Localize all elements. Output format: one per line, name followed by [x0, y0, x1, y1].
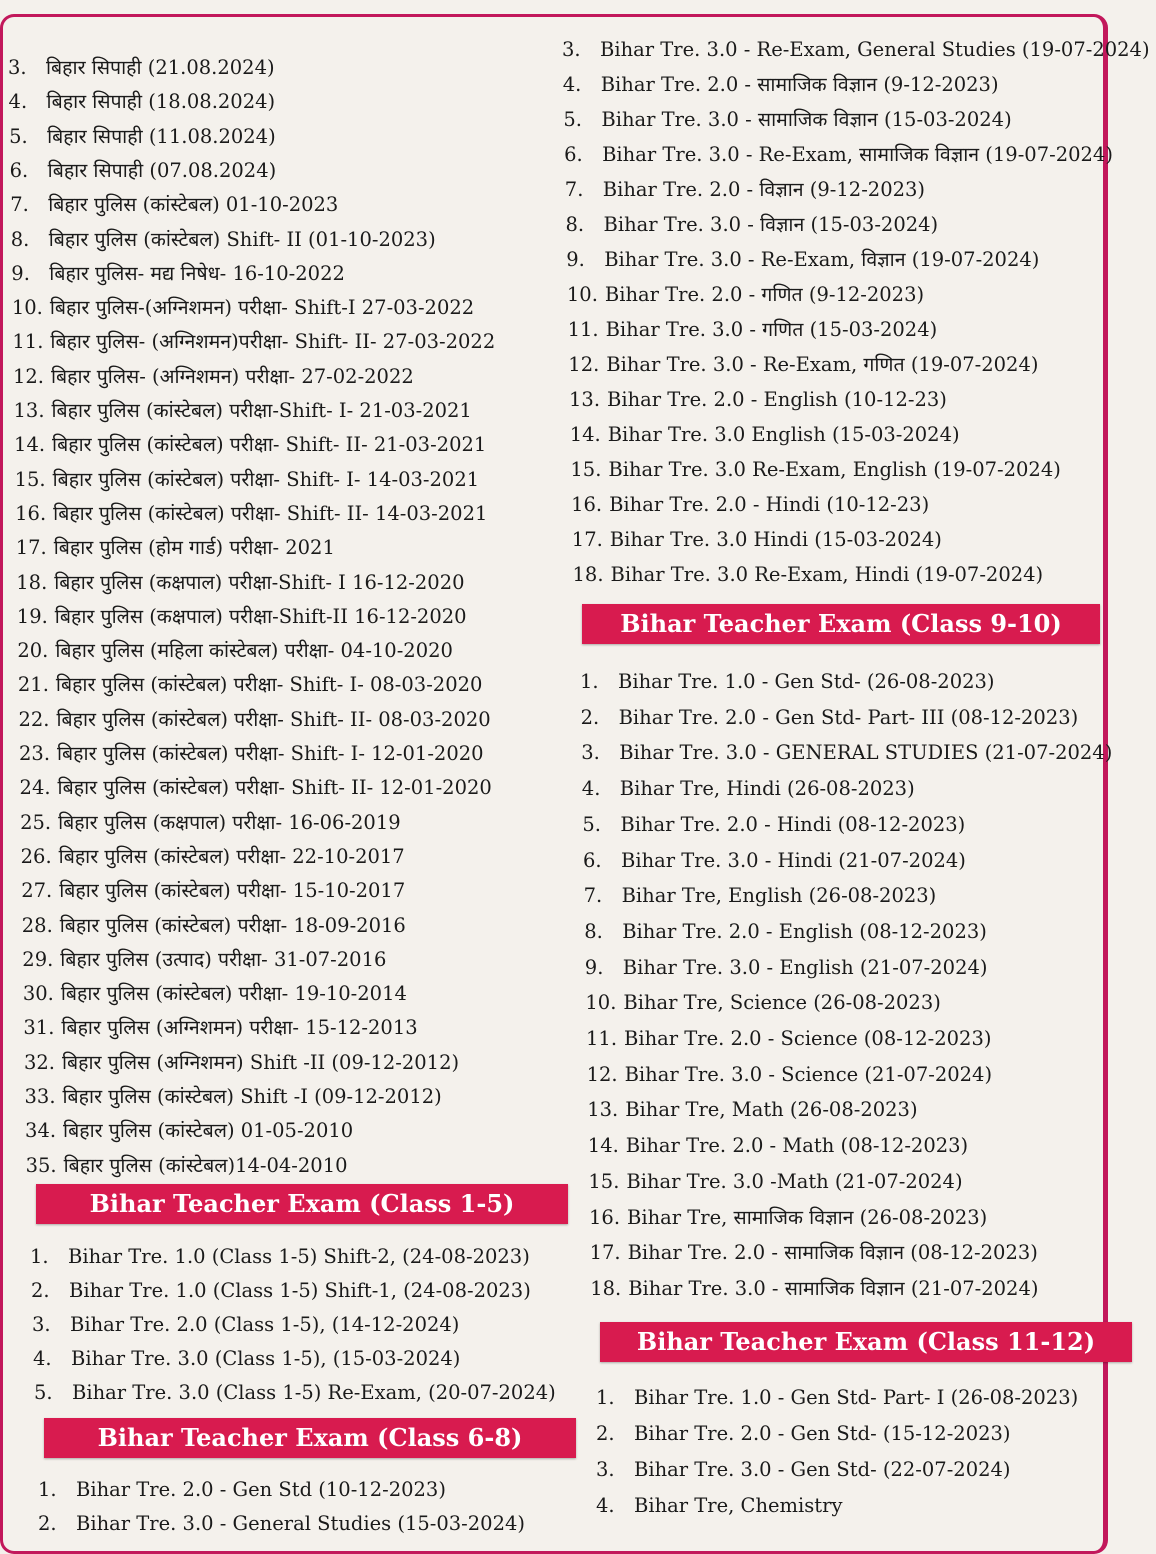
- item-text: Bihar Tre. 3.0 - सामाजिक विज्ञान (21-07-2024): [628, 1276, 1039, 1300]
- list-item: [588, 1170, 962, 1194]
- item-text: बिहार पुलिस (कक्षपाल) परीक्षा-Shift-II 16-12-2020: [54, 604, 467, 628]
- item-text: Bihar Tre, Chemistry: [634, 1494, 843, 1517]
- item-text: Bihar Tre. 3.0 Re-Exam, Hindi (19-07-2024): [610, 563, 1044, 586]
- list-item: [14, 399, 472, 423]
- item-text: बिहार पुलिस (होम गार्ड) परीक्षा- 2021: [53, 536, 335, 560]
- item-text: Bihar Tre. 2.0 - Gen Std (10-12-2023): [76, 1478, 446, 1501]
- item-number: 12.: [586, 1062, 618, 1086]
- list-item: [21, 879, 405, 903]
- list-item: [8, 56, 275, 80]
- item-number: 3.: [8, 56, 27, 79]
- item-number: 17.: [15, 536, 47, 560]
- item-number: 28.: [21, 913, 53, 937]
- list-item: [23, 982, 407, 1006]
- item-number: 4.: [562, 73, 582, 96]
- list-item: [10, 193, 338, 217]
- item-text: Bihar Tre. 2.0 - सामाजिक विज्ञान (9-12-2023): [600, 73, 999, 96]
- item-text: Bihar Tre. 2.0 - Science (08-12-2023): [624, 1027, 992, 1050]
- item-number: 33.: [24, 1085, 56, 1108]
- item-text: बिहार पुलिस (कांस्टेबल) परीक्षा- Shift- I- 12-01-2020: [57, 742, 484, 765]
- list-item: [17, 639, 453, 663]
- item-number: 3.: [32, 1313, 51, 1336]
- item-number: 2.: [580, 705, 600, 729]
- item-text: बिहार पुलिस- (अग्निशमन)परीक्षा- Shift- II- 27-03-2022: [50, 330, 496, 354]
- item-text: बिहार पुलिस (अग्निशमन) Shift -II (09-12-2012): [61, 1050, 460, 1074]
- item-number: 17.: [571, 528, 603, 551]
- item-text: Bihar Tre. 1.0 - Gen Std- Part- I (26-08-2023): [634, 1386, 1079, 1409]
- item-text: Bihar Tre. 2.0 - English (08-12-2023): [622, 919, 987, 943]
- item-text: बिहार पुलिस (कांस्टेबल) 01-10-2023: [48, 193, 339, 217]
- item-text: Bihar Tre. 3.0 English (15-03-2024): [607, 423, 960, 446]
- item-number: 21.: [17, 673, 49, 697]
- list-item: [590, 1277, 1038, 1301]
- item-text: Bihar Tre. 3.0 Re-Exam, English (19-07-2024): [608, 458, 1061, 481]
- list-item: [582, 777, 915, 801]
- list-item: [9, 125, 276, 149]
- item-number: 1.: [596, 1386, 615, 1409]
- item-text: Bihar Tre. 2.0 - गणित (9-12-2023): [604, 283, 925, 306]
- list-item: [26, 1154, 348, 1178]
- item-number: 2.: [31, 1279, 50, 1302]
- list-item: [588, 1134, 968, 1158]
- item-number: 19.: [16, 604, 48, 628]
- item-text: बिहार पुलिस (कांस्टेबल) परीक्षा- 22-10-2017: [58, 844, 405, 868]
- list-item: [596, 1422, 1011, 1446]
- item-number: 35.: [25, 1153, 57, 1177]
- item-number: 8.: [565, 213, 585, 236]
- item-number: 5.: [582, 812, 601, 836]
- item-number: 4.: [33, 1347, 52, 1370]
- item-text: Bihar Tre. 3.0 - Re-Exam, विज्ञान (19-07-2024): [604, 248, 1040, 271]
- item-number: 12.: [568, 353, 600, 376]
- item-number: 15.: [570, 458, 602, 481]
- list-item: [565, 178, 925, 202]
- item-number: 25.: [20, 810, 52, 834]
- list-item: [32, 1313, 459, 1337]
- item-number: 1.: [30, 1245, 49, 1268]
- item-text: Bihar Tre. 3.0 - General Studies (15-03-2024): [76, 1512, 525, 1535]
- item-text: Bihar Tre. 2.0 - सामाजिक विज्ञान (08-12-2023): [627, 1241, 1038, 1265]
- item-text: बिहार सिपाही (18.08.2024): [46, 90, 276, 114]
- item-number: 2.: [596, 1422, 615, 1445]
- list-item: [22, 948, 386, 972]
- list-item: [584, 884, 937, 908]
- section-header-class-6-8: Bihar Teacher Exam (Class 6-8): [44, 1418, 576, 1458]
- item-text: Bihar Tre. 3.0 - Re-Exam, सामाजिक विज्ञान (19-07-2024): [602, 143, 1113, 166]
- item-text: Bihar Tre, Hindi (26-08-2023): [619, 777, 915, 801]
- item-text: Bihar Tre. 3.0 Hindi (15-03-2024): [609, 528, 942, 551]
- list-item: [564, 143, 1113, 167]
- item-number: 27.: [21, 879, 53, 903]
- item-text: Bihar Tre, English (26-08-2023): [621, 884, 937, 908]
- list-item: [9, 90, 276, 114]
- item-text: Bihar Tre, Science (26-08-2023): [623, 991, 941, 1015]
- list-item: [20, 776, 492, 800]
- list-item: [570, 458, 1060, 482]
- list-item: [21, 845, 405, 869]
- list-item: [587, 1063, 992, 1087]
- list-item: [34, 1381, 556, 1405]
- item-text: बिहार पुलिस (कांस्टेबल)14-04-2010: [63, 1153, 348, 1177]
- item-text: बिहार सिपाही (11.08.2024): [47, 124, 276, 148]
- item-number: 11.: [567, 318, 599, 341]
- section-header-class-9-10: Bihar Teacher Exam (Class 9-10): [582, 604, 1100, 644]
- list-item: [11, 262, 345, 286]
- list-item: [585, 956, 988, 980]
- list-item: [566, 248, 1039, 272]
- list-item: [24, 1051, 459, 1075]
- list-item: [38, 1512, 525, 1536]
- item-text: Bihar Tre. 2.0 - Gen Std- (15-12-2023): [634, 1422, 1011, 1445]
- item-number: 16.: [589, 1205, 621, 1229]
- item-text: Bihar Tre. 3.0 - English (21-07-2024): [622, 955, 988, 979]
- list-item: [18, 673, 483, 697]
- item-number: 7.: [583, 884, 603, 908]
- item-text: बिहार सिपाही (21.08.2024): [46, 56, 275, 79]
- list-item: [15, 502, 487, 526]
- list-item: [25, 1119, 353, 1143]
- item-number: 23.: [19, 742, 51, 765]
- item-number: 18.: [590, 1276, 622, 1300]
- item-text: बिहार पुलिस (महिला कांस्टेबल) परीक्षा- 04-10-2020: [55, 639, 453, 663]
- item-text: Bihar Tre. 2.0 - Gen Std- Part- III (08-12-2023): [618, 705, 1079, 729]
- list-item: [573, 563, 1044, 587]
- list-item: [14, 433, 486, 457]
- list-item: [586, 1027, 991, 1051]
- item-text: Bihar Tre. 3.0 - Re-Exam, General Studies (19-07-2024): [600, 38, 1150, 61]
- item-text: बिहार पुलिस (कांस्टेबल) परीक्षा- Shift- II- 12-01-2020: [57, 776, 492, 800]
- item-number: 8.: [10, 227, 30, 251]
- list-item: [583, 849, 966, 873]
- section-header-class-1-5: Bihar Teacher Exam (Class 1-5): [36, 1184, 568, 1224]
- item-text: बिहार पुलिस (कांस्टेबल) परीक्षा-Shift- I- 21-03-2021: [51, 399, 472, 422]
- item-number: 15.: [588, 1169, 620, 1193]
- list-item: [13, 365, 414, 389]
- list-item: [12, 330, 495, 354]
- item-number: 31.: [23, 1016, 55, 1040]
- item-text: बिहार पुलिस (कांस्टेबल) परीक्षा- Shift- I- 14-03-2021: [52, 467, 480, 491]
- list-item: [584, 920, 987, 944]
- item-number: 8.: [584, 919, 603, 943]
- item-number: 2.: [38, 1512, 57, 1535]
- list-item: [15, 468, 480, 492]
- item-text: बिहार पुलिस-(अग्निशमन) परीक्षा- Shift-I 27-03-2022: [49, 296, 475, 320]
- list-item: [16, 571, 464, 595]
- list-item: [596, 1386, 1078, 1410]
- list-item: [38, 1478, 446, 1502]
- item-text: बिहार पुलिस (कांस्टेबल) परीक्षा- 15-10-2017: [59, 879, 406, 903]
- item-number: 16.: [15, 501, 47, 525]
- list-item: [568, 353, 1038, 377]
- list-item: [581, 706, 1079, 730]
- list-item: [563, 73, 999, 97]
- list-item: [20, 811, 401, 835]
- list-item: [10, 159, 277, 183]
- item-text: Bihar Tre. 3.0 - GENERAL STUDIES (21-07-2024): [619, 741, 1113, 765]
- list-item: [22, 914, 406, 938]
- item-text: Bihar Tre. 3.0 - Hindi (21-07-2024): [621, 848, 966, 872]
- item-number: 13.: [587, 1098, 619, 1122]
- item-number: 15.: [14, 467, 46, 491]
- item-text: बिहार पुलिस (कांस्टेबल) परीक्षा- Shift- II- 21-03-2021: [52, 433, 487, 457]
- item-text: Bihar Tre. 3.0 (Class 1-5) Re-Exam, (20-07-2024): [72, 1381, 556, 1404]
- list-item: [18, 708, 490, 732]
- item-number: 12.: [12, 364, 44, 388]
- list-item: [587, 1098, 917, 1122]
- list-item: [580, 670, 995, 694]
- item-number: 9.: [584, 955, 604, 979]
- item-text: बिहार पुलिस (कांस्टेबल) परीक्षा- 19-10-2014: [60, 982, 407, 1006]
- item-text: बिहार पुलिस (उत्पाद) परीक्षा- 31-07-2016: [60, 947, 387, 971]
- list-item: [31, 1279, 531, 1303]
- list-item: [589, 1206, 987, 1230]
- item-number: 6.: [564, 143, 583, 166]
- item-number: 24.: [19, 776, 51, 800]
- item-number: 14.: [587, 1134, 619, 1158]
- item-text: Bihar Tre. 2.0 - विज्ञान (9-12-2023): [602, 178, 926, 201]
- list-item: [570, 423, 960, 447]
- item-number: 4.: [596, 1494, 615, 1517]
- list-item: [567, 283, 924, 307]
- item-number: 10.: [11, 296, 43, 320]
- item-number: 6.: [9, 158, 29, 182]
- item-number: 13.: [569, 388, 601, 411]
- item-number: 1.: [38, 1478, 57, 1501]
- item-text: बिहार पुलिस (कांस्टेबल) परीक्षा- 18-09-2016: [59, 913, 406, 937]
- item-text: Bihar Tre. 2.0 - Hindi (10-12-23): [609, 493, 930, 516]
- list-item: [569, 388, 947, 412]
- list-item: [562, 38, 1150, 62]
- list-item: [572, 528, 942, 552]
- item-number: 5.: [34, 1381, 53, 1404]
- item-text: Bihar Tre. 3.0 - Gen Std- (22-07-2024): [634, 1458, 1011, 1481]
- item-number: 9.: [11, 261, 30, 285]
- item-text: Bihar Tre. 2.0 - Hindi (08-12-2023): [620, 812, 966, 836]
- item-text: Bihar Tre. 1.0 (Class 1-5) Shift-2, (24-08-2023): [68, 1245, 530, 1268]
- item-text: Bihar Tre. 3.0 - गणित (15-03-2024): [605, 318, 938, 341]
- item-number: 34.: [25, 1119, 57, 1143]
- list-item: [16, 536, 335, 560]
- item-text: Bihar Tre. 3.0 - सामाजिक विज्ञान (15-03-2024): [601, 108, 1012, 131]
- list-item: [581, 741, 1112, 765]
- list-item: [19, 742, 484, 766]
- list-item: [11, 228, 436, 252]
- item-text: Bihar Tre, सामाजिक विज्ञान (26-08-2023): [627, 1205, 988, 1229]
- item-number: 7.: [10, 193, 29, 217]
- item-number: 1.: [580, 670, 599, 693]
- list-item: [596, 1494, 842, 1518]
- item-number: 14.: [569, 423, 601, 446]
- item-text: बिहार पुलिस (कक्षपाल) परीक्षा-Shift- I 16-12-2020: [54, 570, 465, 594]
- item-number: 9.: [566, 248, 585, 271]
- item-number: 10.: [585, 991, 617, 1015]
- list-item: [25, 1085, 442, 1109]
- item-text: बिहार पुलिस (अग्निशमन) परीक्षा- 15-12-2013: [61, 1016, 418, 1040]
- item-number: 5.: [9, 124, 28, 148]
- item-text: बिहार पुलिस (कांस्टेबल) परीक्षा- Shift- II- 08-03-2020: [56, 707, 491, 731]
- list-item: [596, 1458, 1011, 1482]
- item-number: 16.: [571, 493, 603, 516]
- item-text: Bihar Tre. 2.0 - English (10-12-23): [607, 388, 947, 411]
- item-text: बिहार पुलिस- मद्य निषेध- 16-10-2022: [49, 261, 345, 285]
- item-number: 7.: [564, 178, 584, 201]
- item-number: 4.: [8, 90, 28, 114]
- list-item: [571, 493, 929, 517]
- list-item: [33, 1347, 460, 1371]
- item-number: 6.: [583, 848, 602, 872]
- list-item: [23, 1016, 417, 1040]
- item-number: 20.: [17, 639, 49, 663]
- list-item: [563, 108, 1011, 132]
- item-text: Bihar Tre. 3.0 -Math (21-07-2024): [626, 1169, 963, 1193]
- item-text: बिहार पुलिस (कांस्टेबल) Shift- II (01-10-2023): [48, 227, 436, 251]
- list-item: [17, 605, 467, 629]
- item-text: Bihar Tre. 3.0 (Class 1-5), (15-03-2024): [71, 1347, 461, 1370]
- item-number: 13.: [13, 399, 45, 422]
- item-text: Bihar Tre. 1.0 (Class 1-5) Shift-1, (24-08-2023): [69, 1279, 531, 1302]
- item-text: Bihar Tre. 3.0 - विज्ञान (15-03-2024): [603, 213, 939, 236]
- item-text: बिहार सिपाही (07.08.2024): [47, 158, 277, 182]
- item-text: बिहार पुलिस (कक्षपाल) परीक्षा- 16-06-2019: [58, 810, 401, 834]
- item-number: 26.: [20, 844, 52, 868]
- item-text: Bihar Tre. 1.0 - Gen Std- (26-08-2023): [618, 670, 995, 693]
- item-number: 3.: [581, 741, 600, 765]
- item-text: बिहार पुलिस (कांस्टेबल) परीक्षा- Shift- I- 08-03-2020: [55, 673, 483, 697]
- item-text: Bihar Tre. 3.0 - Science (21-07-2024): [624, 1062, 993, 1086]
- item-number: 4.: [581, 777, 601, 801]
- item-number: 10.: [566, 283, 598, 306]
- list-item: [585, 991, 940, 1015]
- item-text: Bihar Tre. 2.0 (Class 1-5), (14-12-2024): [70, 1313, 460, 1336]
- item-number: 17.: [589, 1241, 621, 1265]
- item-number: 18.: [16, 570, 48, 594]
- item-number: 3.: [596, 1458, 615, 1481]
- item-number: 18.: [572, 563, 604, 586]
- item-number: 30.: [22, 982, 54, 1006]
- item-number: 3.: [562, 38, 581, 61]
- item-text: बिहार पुलिस (कांस्टेबल) परीक्षा- Shift- II- 14-03-2021: [53, 501, 488, 525]
- item-number: 22.: [18, 707, 50, 731]
- item-number: 29.: [22, 947, 54, 971]
- list-item: [30, 1245, 530, 1269]
- list-item: [590, 1241, 1038, 1265]
- item-text: बिहार पुलिस- (अग्निशमन) परीक्षा- 27-02-2022: [50, 364, 414, 388]
- item-number: 11.: [12, 330, 44, 354]
- item-text: Bihar Tre. 3.0 - Re-Exam, गणित (19-07-2024): [606, 353, 1039, 376]
- item-text: बिहार पुलिस (कांस्टेबल) Shift -I (09-12-2012): [62, 1085, 442, 1108]
- item-number: 11.: [586, 1027, 618, 1050]
- item-text: बिहार पुलिस (कांस्टेबल) 01-05-2010: [63, 1119, 354, 1143]
- item-number: 32.: [23, 1050, 55, 1074]
- list-item: [12, 296, 474, 320]
- list-item: [566, 213, 939, 237]
- item-text: Bihar Tre, Math (26-08-2023): [625, 1098, 918, 1122]
- item-text: Bihar Tre. 2.0 - Math (08-12-2023): [625, 1134, 969, 1158]
- item-number: 5.: [563, 108, 582, 131]
- list-item: [568, 318, 938, 342]
- item-number: 14.: [14, 433, 46, 457]
- section-header-class-11-12: Bihar Teacher Exam (Class 11-12): [600, 1322, 1132, 1362]
- list-item: [582, 813, 965, 837]
